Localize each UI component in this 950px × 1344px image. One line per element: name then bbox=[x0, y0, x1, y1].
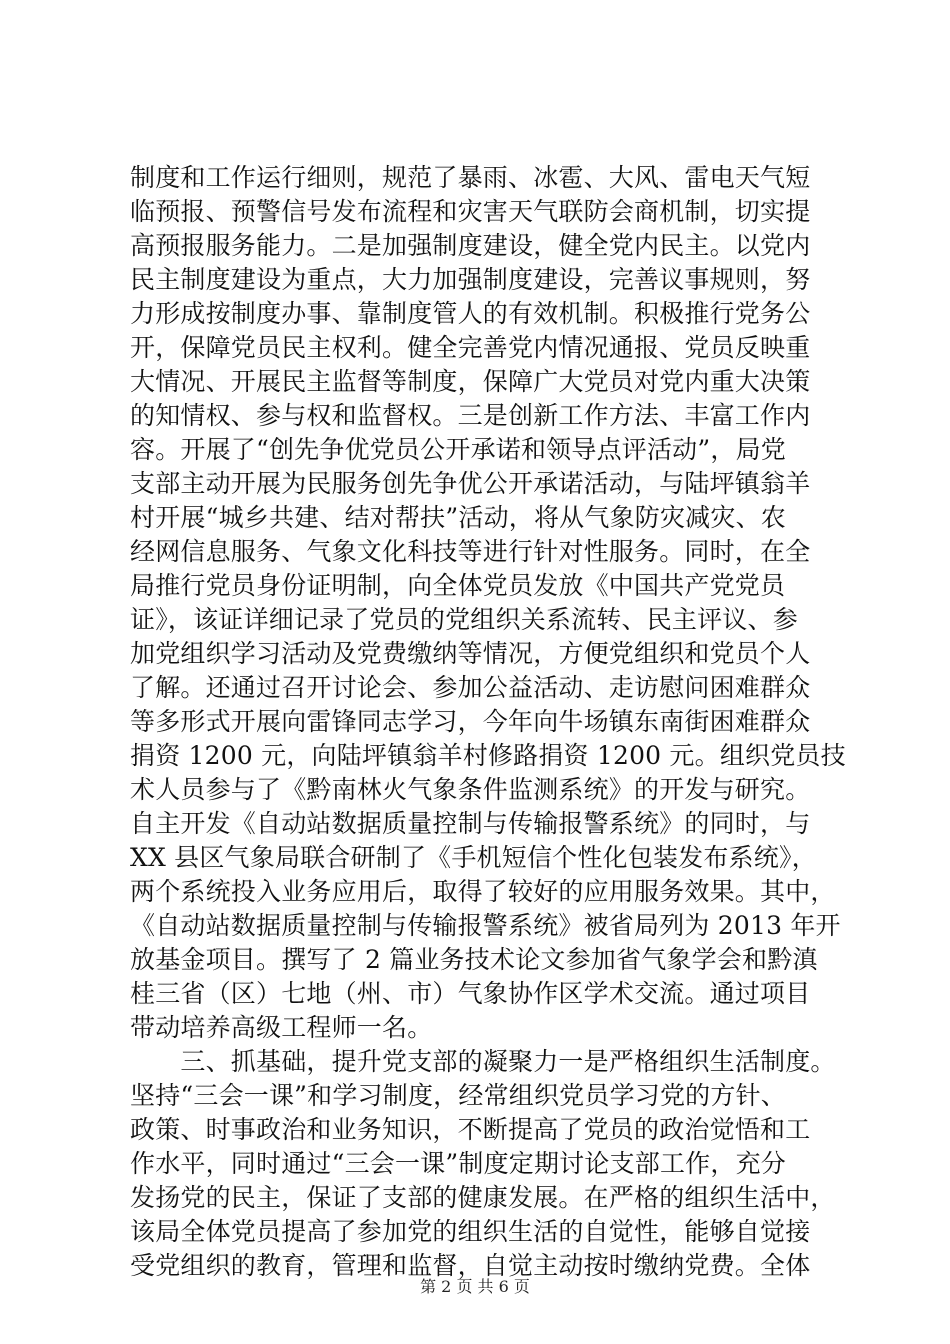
text-line: 两个系统投入业务应用后，取得了较好的应用服务效果。其中， bbox=[130, 877, 836, 906]
text-line: 术人员参与了《黔南林火气象条件监测系统》的开发与研究。 bbox=[130, 775, 811, 804]
text-line: XX 县区气象局联合研制了《手机短信个性化包装发布系统》， bbox=[130, 843, 817, 872]
text-line: 的知情权、参与权和监督权。三是创新工作方法、丰富工作内 bbox=[130, 401, 811, 430]
text-line: 大情况、开展民主监督等制度，保障广大党员对党内重大决策 bbox=[130, 367, 811, 396]
page-number-footer: 第 2 页 共 6 页 bbox=[420, 1277, 530, 1296]
text-line: 临预报、预警信号发布流程和灾害天气联防会商机制，切实提 bbox=[130, 197, 811, 226]
text-line: 制度和工作运行细则，规范了暴雨、冰雹、大风、雷电天气短 bbox=[130, 163, 811, 192]
text-line: 容。开展了“创先争优党员公开承诺和领导点评活动”，局党 bbox=[130, 435, 786, 464]
text-line: 捐资 1200 元，向陆坪镇翁羊村修路捐资 1200 元。组织党员技 bbox=[130, 741, 846, 770]
document-body bbox=[130, 161, 846, 1283]
text-line: 村开展“城乡共建、结对帮扶”活动，将从气象防灾减灾、农 bbox=[130, 503, 786, 532]
text-line: 加党组织学习活动及党费缴纳等情况，方便党组织和党员个人 bbox=[130, 639, 811, 668]
text-line: 经网信息服务、气象文化科技等进行针对性服务。同时，在全 bbox=[130, 537, 811, 566]
text-line: 坚持“三会一课”和学习制度，经常组织党员学习党的方针、 bbox=[130, 1081, 786, 1110]
text-line: 桂三省（区）七地（州、市）气象协作区学术交流。通过项目 bbox=[130, 979, 811, 1008]
text-line: 支部主动开展为民服务创先争优公开承诺活动，与陆坪镇翁羊 bbox=[130, 469, 811, 498]
text-line: 民主制度建设为重点，大力加强制度建设，完善议事规则，努 bbox=[130, 265, 811, 294]
text-line: 了解。还通过召开讨论会、参加公益活动、走访慰问困难群众 bbox=[130, 673, 811, 702]
text-line: 政策、时事政治和业务知识，不断提高了党员的政治觉悟和工 bbox=[130, 1115, 811, 1144]
text-line: 局推行党员身份证明制，向全体党员发放《中国共产党党员 bbox=[130, 571, 786, 600]
text-line: 受党组织的教育，管理和监督，自觉主动按时缴纳党费。全体 bbox=[130, 1251, 811, 1280]
text-line: 等多形式开展向雷锋同志学习，今年向牛场镇东南街困难群众 bbox=[130, 707, 811, 736]
text-line: 该局全体党员提高了参加党的组织生活的自觉性，能够自觉接 bbox=[130, 1217, 811, 1246]
text-line: 带动培养高级工程师一名。 bbox=[130, 1013, 433, 1042]
text-line: 《自动站数据质量控制与传输报警系统》被省局列为 2013 年开 bbox=[130, 911, 841, 940]
text-line: 作水平，同时通过“三会一课”制度定期讨论支部工作，充分 bbox=[130, 1149, 786, 1178]
text-line: 三、抓基础，提升党支部的凝聚力一是严格组织生活制度。 bbox=[130, 1047, 836, 1076]
text-line: 证》，该证详细记录了党员的党组织关系流转、民主评议、参 bbox=[130, 605, 798, 634]
text-line: 高预报服务能力。二是加强制度建设，健全党内民主。以党内 bbox=[130, 231, 811, 260]
text-line: 自主开发《自动站数据质量控制与传输报警系统》的同时，与 bbox=[130, 809, 811, 838]
text-line: 力形成按制度办事、靠制度管人的有效机制。积极推行党务公 bbox=[130, 299, 811, 328]
text-line: 发扬党的民主，保证了支部的健康发展。在严格的组织生活中， bbox=[130, 1183, 836, 1212]
text-line: 开，保障党员民主权利。健全完善党内情况通报、党员反映重 bbox=[130, 333, 811, 362]
text-line: 放基金项目。撰写了 2 篇业务技术论文参加省气象学会和黔滇 bbox=[130, 945, 818, 974]
